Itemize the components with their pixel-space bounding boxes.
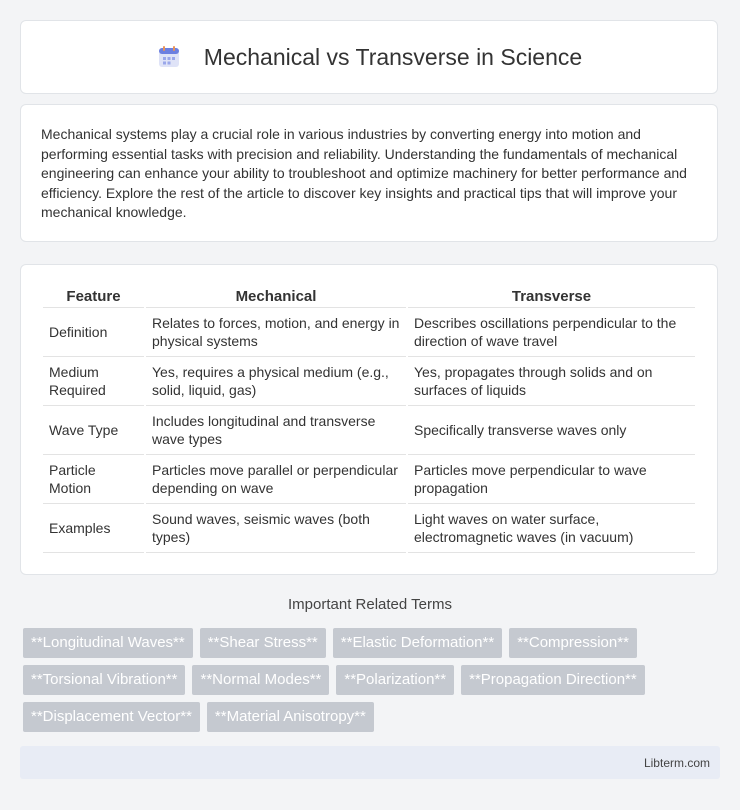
related-terms-list bbox=[23, 628, 723, 739]
comparison-table-card bbox=[20, 264, 718, 575]
related-term-tag[interactable]: **Normal Modes** bbox=[192, 665, 329, 695]
mechanical-cell: Particles move parallel or perpendicular depending on wave bbox=[146, 455, 406, 504]
table-row bbox=[43, 504, 695, 553]
mechanical-cell: Relates to forces, motion, and energy in physical systems bbox=[146, 308, 406, 357]
table-row bbox=[43, 406, 695, 455]
feature-cell: Wave Type bbox=[43, 406, 144, 455]
transverse-cell: Particles move perpendicular to wave propagation bbox=[408, 455, 695, 504]
related-term-tag[interactable]: **Polarization** bbox=[336, 665, 454, 695]
tag-row bbox=[23, 702, 723, 732]
related-term-tag[interactable]: **Displacement Vector** bbox=[23, 702, 200, 732]
page-title: Mechanical vs Transverse in Science bbox=[203, 43, 583, 70]
footer-site-link[interactable]: Libterm.com bbox=[643, 755, 710, 770]
related-term-tag[interactable]: **Torsional Vibration** bbox=[23, 665, 185, 695]
header-feature: Feature bbox=[43, 285, 144, 308]
related-term-tag[interactable]: **Shear Stress** bbox=[200, 628, 326, 658]
related-term-tag[interactable]: **Material Anisotropy** bbox=[207, 702, 374, 732]
related-terms-heading: Important Related Terms bbox=[288, 596, 452, 613]
transverse-cell: Yes, propagates through solids and on surfaces of liquids bbox=[408, 357, 695, 406]
intro-paragraph: Mechanical systems play a crucial role in various industries by converting energy into motion and performing essential tasks with precision and reliability. Understanding the fundamentals of mechanical engineering can enhance your ability to troubleshoot and optimize machinery for better performance and efficiency. Explore the rest of the article to discover key insights and practical tips that will improve your mechanical knowledge. bbox=[41, 126, 687, 221]
related-term-tag[interactable]: **Longitudinal Waves** bbox=[23, 628, 193, 658]
mechanical-cell: Sound waves, seismic waves (both types) bbox=[146, 504, 406, 553]
table-header-row bbox=[43, 285, 695, 308]
mechanical-cell: Includes longitudinal and transverse wave types bbox=[146, 406, 406, 455]
calendar-icon bbox=[156, 44, 182, 70]
footer bbox=[20, 746, 720, 779]
table-row bbox=[43, 308, 695, 357]
comparison-table bbox=[41, 285, 697, 553]
transverse-cell: Describes oscillations perpendicular to the direction of wave travel bbox=[408, 308, 695, 357]
title-card bbox=[20, 20, 718, 94]
mechanical-cell: Yes, requires a physical medium (e.g., solid, liquid, gas) bbox=[146, 357, 406, 406]
feature-cell: Particle Motion bbox=[43, 455, 144, 504]
tag-row bbox=[23, 665, 723, 695]
transverse-cell: Light waves on water surface, electromagnetic waves (in vacuum) bbox=[408, 504, 695, 553]
tag-row bbox=[23, 628, 723, 658]
intro-card bbox=[20, 104, 718, 242]
feature-cell: Medium Required bbox=[43, 357, 144, 406]
header-transverse: Transverse bbox=[408, 285, 695, 308]
table-row bbox=[43, 455, 695, 504]
feature-cell: Examples bbox=[43, 504, 144, 553]
related-term-tag[interactable]: **Compression** bbox=[509, 628, 637, 658]
transverse-cell: Specifically transverse waves only bbox=[408, 406, 695, 455]
feature-cell: Definition bbox=[43, 308, 144, 357]
table-row bbox=[43, 357, 695, 406]
related-term-tag[interactable]: **Elastic Deformation** bbox=[333, 628, 502, 658]
header-mechanical: Mechanical bbox=[146, 285, 406, 308]
related-term-tag[interactable]: **Propagation Direction** bbox=[461, 665, 645, 695]
